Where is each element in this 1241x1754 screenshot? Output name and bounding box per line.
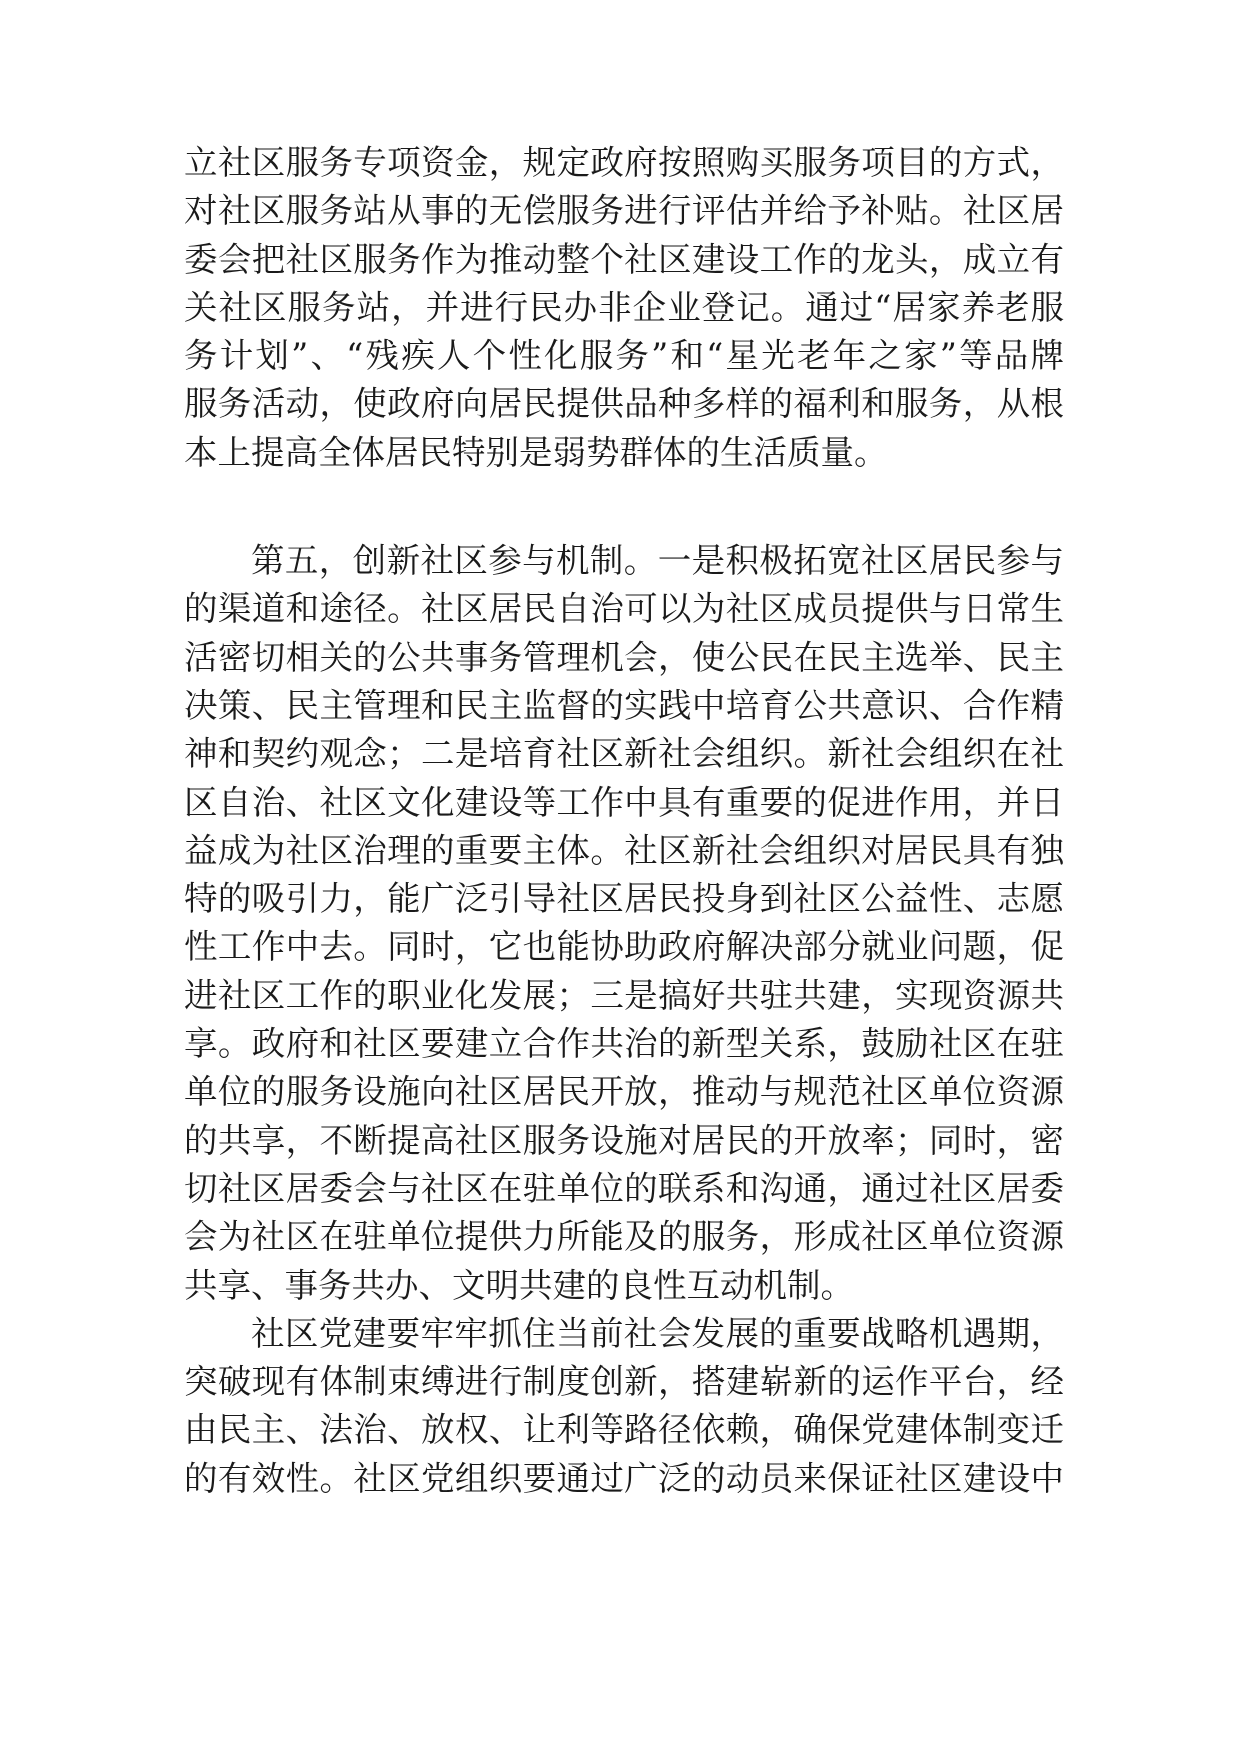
text-line: 区自治、社区文化建设等工作中具有重要的促进作用，并日	[184, 782, 1064, 822]
text-line: 对社区服务站从事的无偿服务进行评估并给予补贴。社区居	[184, 191, 1064, 231]
text-line: 活密切相关的公共事务管理机会，使公民在民主选举、民主	[184, 637, 1064, 677]
text-line: 务计划”、“残疾人个性化服务”和“星光老年之家”等品牌	[184, 336, 1064, 376]
text-line: 共享、事务共办、文明共建的良性互动机制。	[184, 1265, 854, 1305]
paragraph-gap	[184, 477, 1064, 537]
paragraph-participation-mechanism	[184, 537, 1064, 1310]
text-line: 委会把社区服务作为推动整个社区建设工作的龙头，成立有	[184, 239, 1064, 279]
text-line: 立社区服务专项资金，规定政府按照购买服务项目的方式，	[184, 143, 1064, 182]
text-line: 关社区服务站，并进行民办非企业登记。通过“居家养老服	[184, 287, 1064, 327]
text-line: 决策、民主管理和民主监督的实践中培育公共意识、合作精	[184, 685, 1064, 725]
text-line: 享。政府和社区要建立合作共治的新型关系，鼓励社区在驻	[184, 1024, 1064, 1064]
text-line: 突破现有体制束缚进行制度创新，搭建崭新的运作平台，经	[184, 1362, 1064, 1402]
text-line: 的有效性。社区党组织要通过广泛的动员来保证社区建设中	[184, 1458, 1064, 1498]
text-line: 性工作中去。同时，它也能协助政府解决部分就业问题，促	[184, 927, 1064, 967]
text-line: 第五，创新社区参与机制。一是积极拓宽社区居民参与	[251, 541, 1064, 581]
text-line: 进社区工作的职业化发展；三是搞好共驻共建，实现资源共	[184, 975, 1064, 1015]
text-line: 特的吸引力，能广泛引导社区居民投身到社区公益性、志愿	[184, 879, 1064, 919]
text-line: 本上提高全体居民特别是弱势群体的生活质量。	[184, 432, 888, 472]
text-line: 神和契约观念；二是培育社区新社会组织。新社会组织在社	[184, 734, 1064, 774]
text-line: 切社区居委会与社区在驻单位的联系和沟通，通过社区居委	[184, 1168, 1064, 1208]
text-line: 由民主、法治、放权、让利等路径依赖，确保党建体制变迁	[184, 1410, 1064, 1450]
text-line: 的共享，不断提高社区服务设施对居民的开放率；同时，密	[184, 1120, 1064, 1160]
text-line: 单位的服务设施向社区居民开放，推动与规范社区单位资源	[184, 1072, 1064, 1112]
paragraph-party-building	[184, 1310, 1064, 1503]
text-line: 益成为社区治理的重要主体。社区新社会组织对居民具有独	[184, 830, 1064, 870]
text-line: 的渠道和途径。社区居民自治可以为社区成员提供与日常生	[184, 589, 1064, 629]
text-line: 会为社区在驻单位提供力所能及的服务，形成社区单位资源	[184, 1217, 1064, 1257]
body-text	[184, 139, 1064, 1503]
text-line: 服务活动，使政府向居民提供品种多样的福利和服务，从根	[184, 384, 1064, 424]
paragraph-service-funding	[184, 139, 1064, 477]
text-line: 社区党建要牢牢抓住当前社会发展的重要战略机遇期，	[251, 1313, 1064, 1353]
